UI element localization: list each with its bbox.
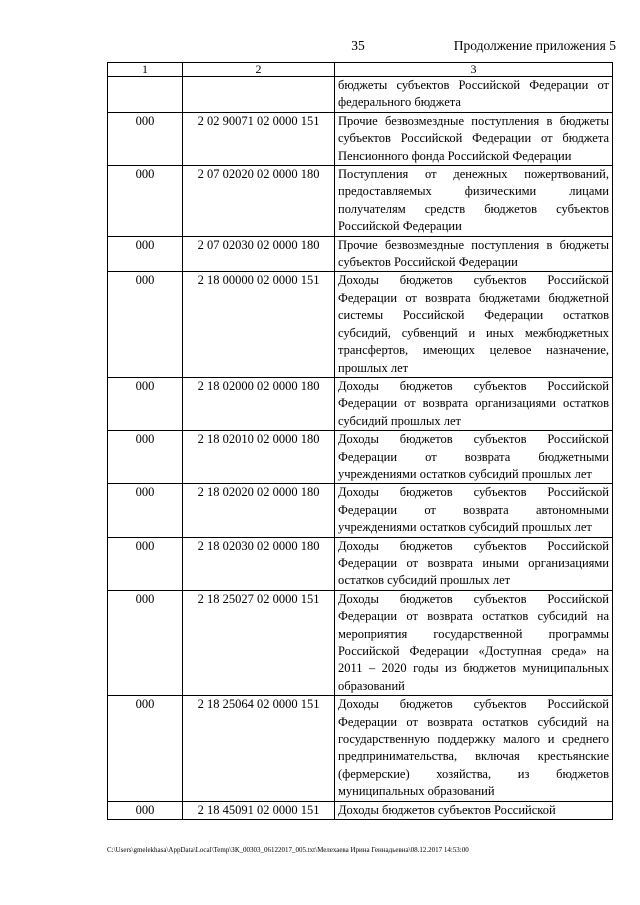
table-row (108, 272, 613, 377)
description-cell: Доходы бюджетов субъектов Российской Федерации от возврата остатков субсидий на государственную поддержку малого и среднего предпринимательства, включая крестьянские (фермерские) хозяйства, из бюджетов муниципальных образований (335, 696, 613, 801)
table-row (108, 484, 613, 537)
description-cell: Доходы бюджетов субъектов Российской Федерации от возврата автономными учреждениями остатков субсидий прошлых лет (335, 484, 613, 537)
budget-codes-table (107, 62, 613, 820)
code-admin-cell: 000 (108, 537, 183, 590)
code-admin-cell: 000 (108, 272, 183, 377)
table-row (108, 377, 613, 430)
code-admin-cell: 000 (108, 377, 183, 430)
description-cell: бюджеты субъектов Российской Федерации от федерального бюджета (335, 77, 613, 113)
table-row (108, 236, 613, 272)
code-admin-cell: 000 (108, 696, 183, 801)
budget-code-cell: 2 18 00000 02 0000 151 (183, 272, 335, 377)
budget-code-cell: 2 18 02010 02 0000 180 (183, 431, 335, 484)
code-admin-cell: 000 (108, 801, 183, 819)
table-row (108, 77, 613, 113)
budget-code-cell: 2 18 02020 02 0000 180 (183, 484, 335, 537)
description-cell: Поступления от денежных пожертвований, предоставляемых физическими лицами получателям средств бюджетов субъектов Российской Федерации (335, 166, 613, 237)
budget-code-cell: 2 07 02020 02 0000 180 (183, 166, 335, 237)
budget-code-cell: 2 07 02030 02 0000 180 (183, 236, 335, 272)
budget-code-cell (183, 77, 335, 113)
description-cell: Доходы бюджетов субъектов Российской Федерации от возврата организациями остатков субсидий прошлых лет (335, 377, 613, 430)
file-path-footer: C:\Users\gmelekhasa\AppData\Local\Temp\ЗК_00303_06122017_005.txt\Мелехаева Ирина Геннадьевна\08.12.2017 14:53:00 (107, 846, 469, 854)
budget-code-cell: 2 18 25064 02 0000 151 (183, 696, 335, 801)
description-cell: Доходы бюджетов субъектов Российской (335, 801, 613, 819)
page-number: 35 (351, 38, 365, 53)
budget-code-cell: 2 02 90071 02 0000 151 (183, 112, 335, 165)
description-cell: Доходы бюджетов субъектов Российской Федерации от возврата бюджетами бюджетной системы Российской Федерации остатков субсидий, субвенций и иных межбюджетных трансфертов, имеющих целевое назначение, прошлых лет (335, 272, 613, 377)
description-cell: Доходы бюджетов субъектов Российской Федерации от возврата бюджетными учреждениями остатков субсидий прошлых лет (335, 431, 613, 484)
code-admin-cell: 000 (108, 166, 183, 237)
table-row (108, 590, 613, 695)
column-header-3: 3 (335, 63, 613, 77)
continuation-caption: Продолжение приложения 5 (453, 38, 616, 53)
table-row (108, 431, 613, 484)
code-admin-cell: 000 (108, 484, 183, 537)
code-admin-cell: 000 (108, 112, 183, 165)
description-cell: Прочие безвозмездные поступления в бюджеты субъектов Российской Федерации (335, 236, 613, 272)
description-cell: Прочие безвозмездные поступления в бюджеты субъектов Российской Федерации от бюджета Пенсионного фонда Российской Федерации (335, 112, 613, 165)
table-body (108, 63, 613, 820)
budget-code-cell: 2 18 25027 02 0000 151 (183, 590, 335, 695)
code-admin-cell: 000 (108, 590, 183, 695)
description-cell: Доходы бюджетов субъектов Российской Федерации от возврата иными организациями остатков субсидий прошлых лет (335, 537, 613, 590)
code-admin-cell: 000 (108, 236, 183, 272)
table-header-row (108, 63, 613, 77)
column-header-1: 1 (108, 63, 183, 77)
budget-code-cell: 2 18 02030 02 0000 180 (183, 537, 335, 590)
table-row (108, 801, 613, 819)
table-row (108, 166, 613, 237)
budget-code-cell: 2 18 45091 02 0000 151 (183, 801, 335, 819)
table-row (108, 537, 613, 590)
budget-code-cell: 2 18 02000 02 0000 180 (183, 377, 335, 430)
description-cell: Доходы бюджетов субъектов Российской Федерации от возврата остатков субсидий на мероприятия государственной программы Российской Федерации «Доступная среда» на 2011 – 2020 годы из бюджетов муниципальных образований (335, 590, 613, 695)
code-admin-cell: 000 (108, 431, 183, 484)
table-row (108, 696, 613, 801)
code-admin-cell (108, 77, 183, 113)
column-header-2: 2 (183, 63, 335, 77)
table-row (108, 112, 613, 165)
